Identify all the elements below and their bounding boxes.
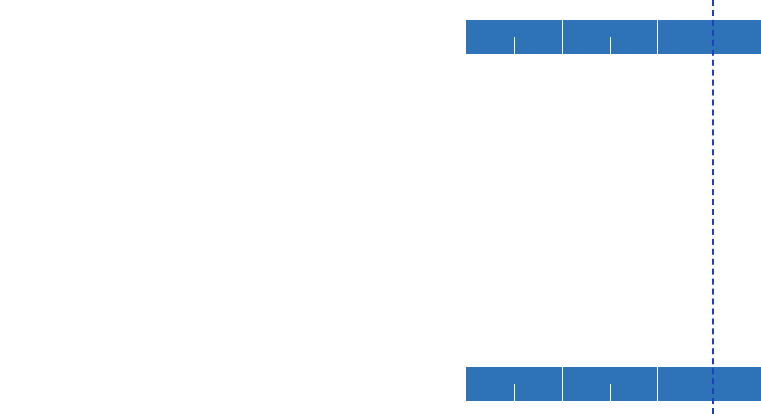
date-column-1 <box>466 367 562 384</box>
date-column-2 <box>562 367 657 384</box>
page-break-marker <box>712 0 714 414</box>
max-header-1 <box>514 37 562 54</box>
difference-header <box>657 20 761 54</box>
price-caption <box>0 2 761 20</box>
date-column-1 <box>466 20 562 37</box>
table-header <box>0 20 761 54</box>
brand-title <box>0 20 466 54</box>
min-header-2 <box>562 37 610 54</box>
max-header-2 <box>610 37 657 54</box>
min-header-2 <box>562 384 610 401</box>
max-header-2 <box>610 384 657 401</box>
brand-title-2 <box>0 367 466 401</box>
price-caption-2 <box>0 349 761 367</box>
min-header-1 <box>466 384 514 401</box>
table-header-2 <box>0 367 761 401</box>
max-header-1 <box>514 384 562 401</box>
date-column-2 <box>562 20 657 37</box>
min-header-1 <box>466 37 514 54</box>
difference-header <box>657 367 761 401</box>
